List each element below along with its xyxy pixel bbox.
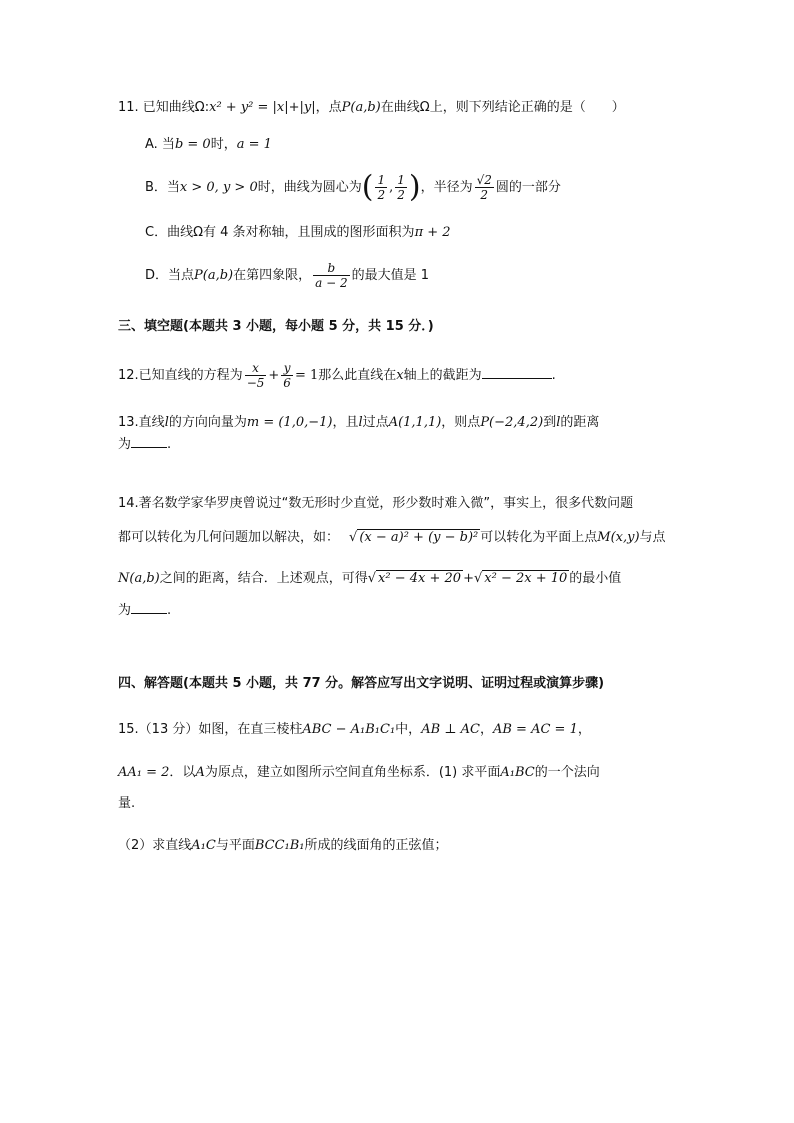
q14-line2-end: 与点: [639, 530, 666, 545]
option-d-fraction: $\frac{b}{a - 2}$: [315, 261, 348, 290]
left-paren: (: [361, 169, 374, 205]
right-paren: ): [408, 169, 421, 205]
q13-mid4: ，则点: [441, 415, 481, 430]
q15-line-a1c: A₁C: [191, 838, 216, 853]
q13-line-l-2: l: [358, 415, 363, 430]
option-a-mid: 时，: [210, 137, 237, 152]
q14-sqrt-expr1: x² − 4x + 20: [378, 571, 462, 586]
q13-end: .: [167, 437, 172, 452]
q11-option-b: B．当x > 0, y > 0时，曲线为圆心为( $\frac{1}{2}$ , $\frac{1}{2}$ )，半径为 $\frac{√2}{2}$ 圆的一部分: [145, 169, 561, 205]
q12-fraction-x: $\frac{x}{-5}$: [246, 361, 265, 390]
q14-line1: 14.著名数学家华罗庚曾说过“数无形时少直觉，形少数时难入微”，事实上，很多代数问题: [118, 496, 634, 511]
option-d-pre: D．当点: [145, 268, 195, 283]
q15-eq: AB = AC = 1: [492, 722, 578, 737]
q12-fraction-y: $\frac{y}{6}$: [283, 361, 291, 390]
q15-line4-mid: 与平面: [215, 838, 255, 853]
center-y-fraction: $\frac{1}{2}$: [397, 173, 405, 202]
q15-line1: [118, 720, 591, 740]
q12-plus: +: [268, 368, 280, 383]
q13-mid5: 到: [543, 415, 557, 430]
q15-plane-bcc1b1: BCC₁B₁: [254, 838, 305, 853]
q12-pre: 12.已知直线的方程为: [118, 368, 243, 383]
q14-line4-text: 为: [118, 603, 132, 618]
q15-line1-mid: 中，: [395, 722, 422, 737]
q15-line4: [118, 836, 448, 856]
q15-line2-end: 的一个法向: [534, 765, 600, 780]
q14-line3-mid: 之间的距离，结合．上述观点，可得: [159, 571, 368, 586]
q12-axis: x: [396, 368, 404, 383]
q12: [118, 358, 556, 394]
q11-stem-pre: 11. 已知曲线Ω:: [118, 100, 210, 115]
q13-line1: [118, 413, 599, 433]
option-a-result: a = 1: [236, 137, 272, 152]
q15-line3: 量.: [118, 796, 136, 811]
q12-post: 那么此直线在: [318, 368, 397, 383]
q13-line-l-3: l: [556, 415, 561, 430]
q13-point-p: P(−2,4,2): [480, 415, 544, 430]
option-b-mid: 时，曲线为圆心为: [257, 180, 362, 195]
center-x-fraction: $\frac{1}{2}$: [377, 173, 386, 202]
option-c-text: C．曲线Ω有 4 条对称轴，且围成的图形面积为: [145, 225, 415, 240]
q12-eq: = 1: [294, 368, 319, 383]
option-d-mid: 在第四象限，: [233, 268, 312, 283]
q13-mid3: 过点: [362, 415, 389, 430]
q15-aa1: AA₁ = 2: [118, 765, 170, 780]
q14-line3-post: 的最小值: [569, 571, 622, 586]
q11-stem-post: 在曲线Ω上，则下列结论正确的是（ ）: [380, 100, 625, 115]
q13-line-l: l: [164, 415, 169, 430]
option-a-cond: b = 0: [174, 137, 211, 152]
option-d-post: 的最大值是 1: [351, 268, 430, 283]
q11-option-d: [145, 258, 429, 294]
q13-pre: 13.直线: [118, 415, 165, 430]
q15-plane: A₁BC: [500, 765, 535, 780]
q13-vector: m = (1,0,−1): [246, 415, 333, 430]
option-b-label: B．当: [145, 180, 180, 195]
q13-post: 的距离: [560, 415, 600, 430]
q12-post2: 轴上的截距为: [403, 368, 482, 383]
q15-perp: AB ⊥ AC: [421, 722, 480, 737]
q14-end: .: [167, 603, 172, 618]
q13-mid1: 的方向向量为: [168, 415, 247, 430]
q11-option-a: [145, 135, 272, 155]
option-b-mid2: ，半径为: [420, 180, 473, 195]
q12-answer-blank[interactable]: [482, 366, 552, 379]
q11-curve-eq: x² + y² = |x|+|y|: [209, 100, 316, 115]
option-b-cond: x > 0, y > 0: [179, 180, 258, 195]
q13-mid2: ，且: [332, 415, 359, 430]
q12-end: .: [551, 368, 556, 383]
q14-point-m: M(x,y): [597, 530, 640, 545]
q14-line3: N(a,b)之间的距离，结合．上述观点，可得√ x² − 4x + 20 +√ x² − 2x + 10 的最小值: [118, 571, 622, 586]
q15-line2-mid: ．以: [169, 765, 196, 780]
q15-origin: A: [195, 765, 205, 780]
q15-line4-pre: （2）求直线: [118, 838, 192, 853]
q14-answer-blank[interactable]: [131, 601, 167, 614]
option-c-value: π + 2: [414, 225, 451, 240]
section-3-heading: 三、填空题(本题共 3 小题，每小题 5 分，共 15 分．): [118, 319, 434, 334]
q14-line2: 都可以转化为几何问题加以解决，如： √ (x − a)² + (y − b)² 可以转化为平面上点M(x,y)与点: [118, 530, 666, 545]
q15-comma: ，: [479, 722, 493, 737]
q14-plus: +: [463, 571, 474, 586]
q15-line4-post: 所成的线面角的正弦值；: [304, 838, 448, 853]
q11-stem-mid: ，点: [315, 100, 342, 115]
q15-line2-post: 为原点，建立如图所示空间直角坐标系．(1) 求平面: [204, 765, 501, 780]
q14-line4: [118, 601, 171, 621]
q14-line2-pre: 都可以转化为几何问题加以解决，如：: [118, 530, 340, 545]
section-4-heading: 四、解答题(本题共 5 小题，共 77 分。解答应写出文字说明、证明过程或演算步骤): [118, 676, 605, 691]
q15-line2: [118, 763, 600, 783]
q14-line2-post: 可以转化为平面上点: [480, 530, 598, 545]
option-a-label: A. 当: [145, 137, 175, 152]
option-b-post: 圆的一部分: [495, 180, 561, 195]
q13-point-a: A(1,1,1): [388, 415, 442, 430]
option-d-point: P(a,b): [194, 268, 234, 283]
q15-prism: ABC − A₁B₁C₁: [302, 722, 396, 737]
q15-comma2: ，: [577, 722, 591, 737]
q11-point: P(a,b): [341, 100, 381, 115]
q11-stem: [118, 98, 625, 118]
q14-sqrt-expr2: x² − 2x + 10: [484, 571, 568, 586]
q11-option-c: [145, 223, 451, 243]
q14-sqrt-expr: (x − a)² + (y − b)²: [359, 530, 479, 545]
q13-line2-text: 为: [118, 437, 132, 452]
q14-point-n: N(a,b): [118, 571, 160, 586]
q13-answer-blank[interactable]: [131, 435, 167, 448]
q13-line2: [118, 435, 171, 455]
radius-fraction: $\frac{√2}{2}$: [476, 173, 492, 202]
q15-line1-pre: 15.（13 分）如图，在直三棱柱: [118, 722, 303, 737]
